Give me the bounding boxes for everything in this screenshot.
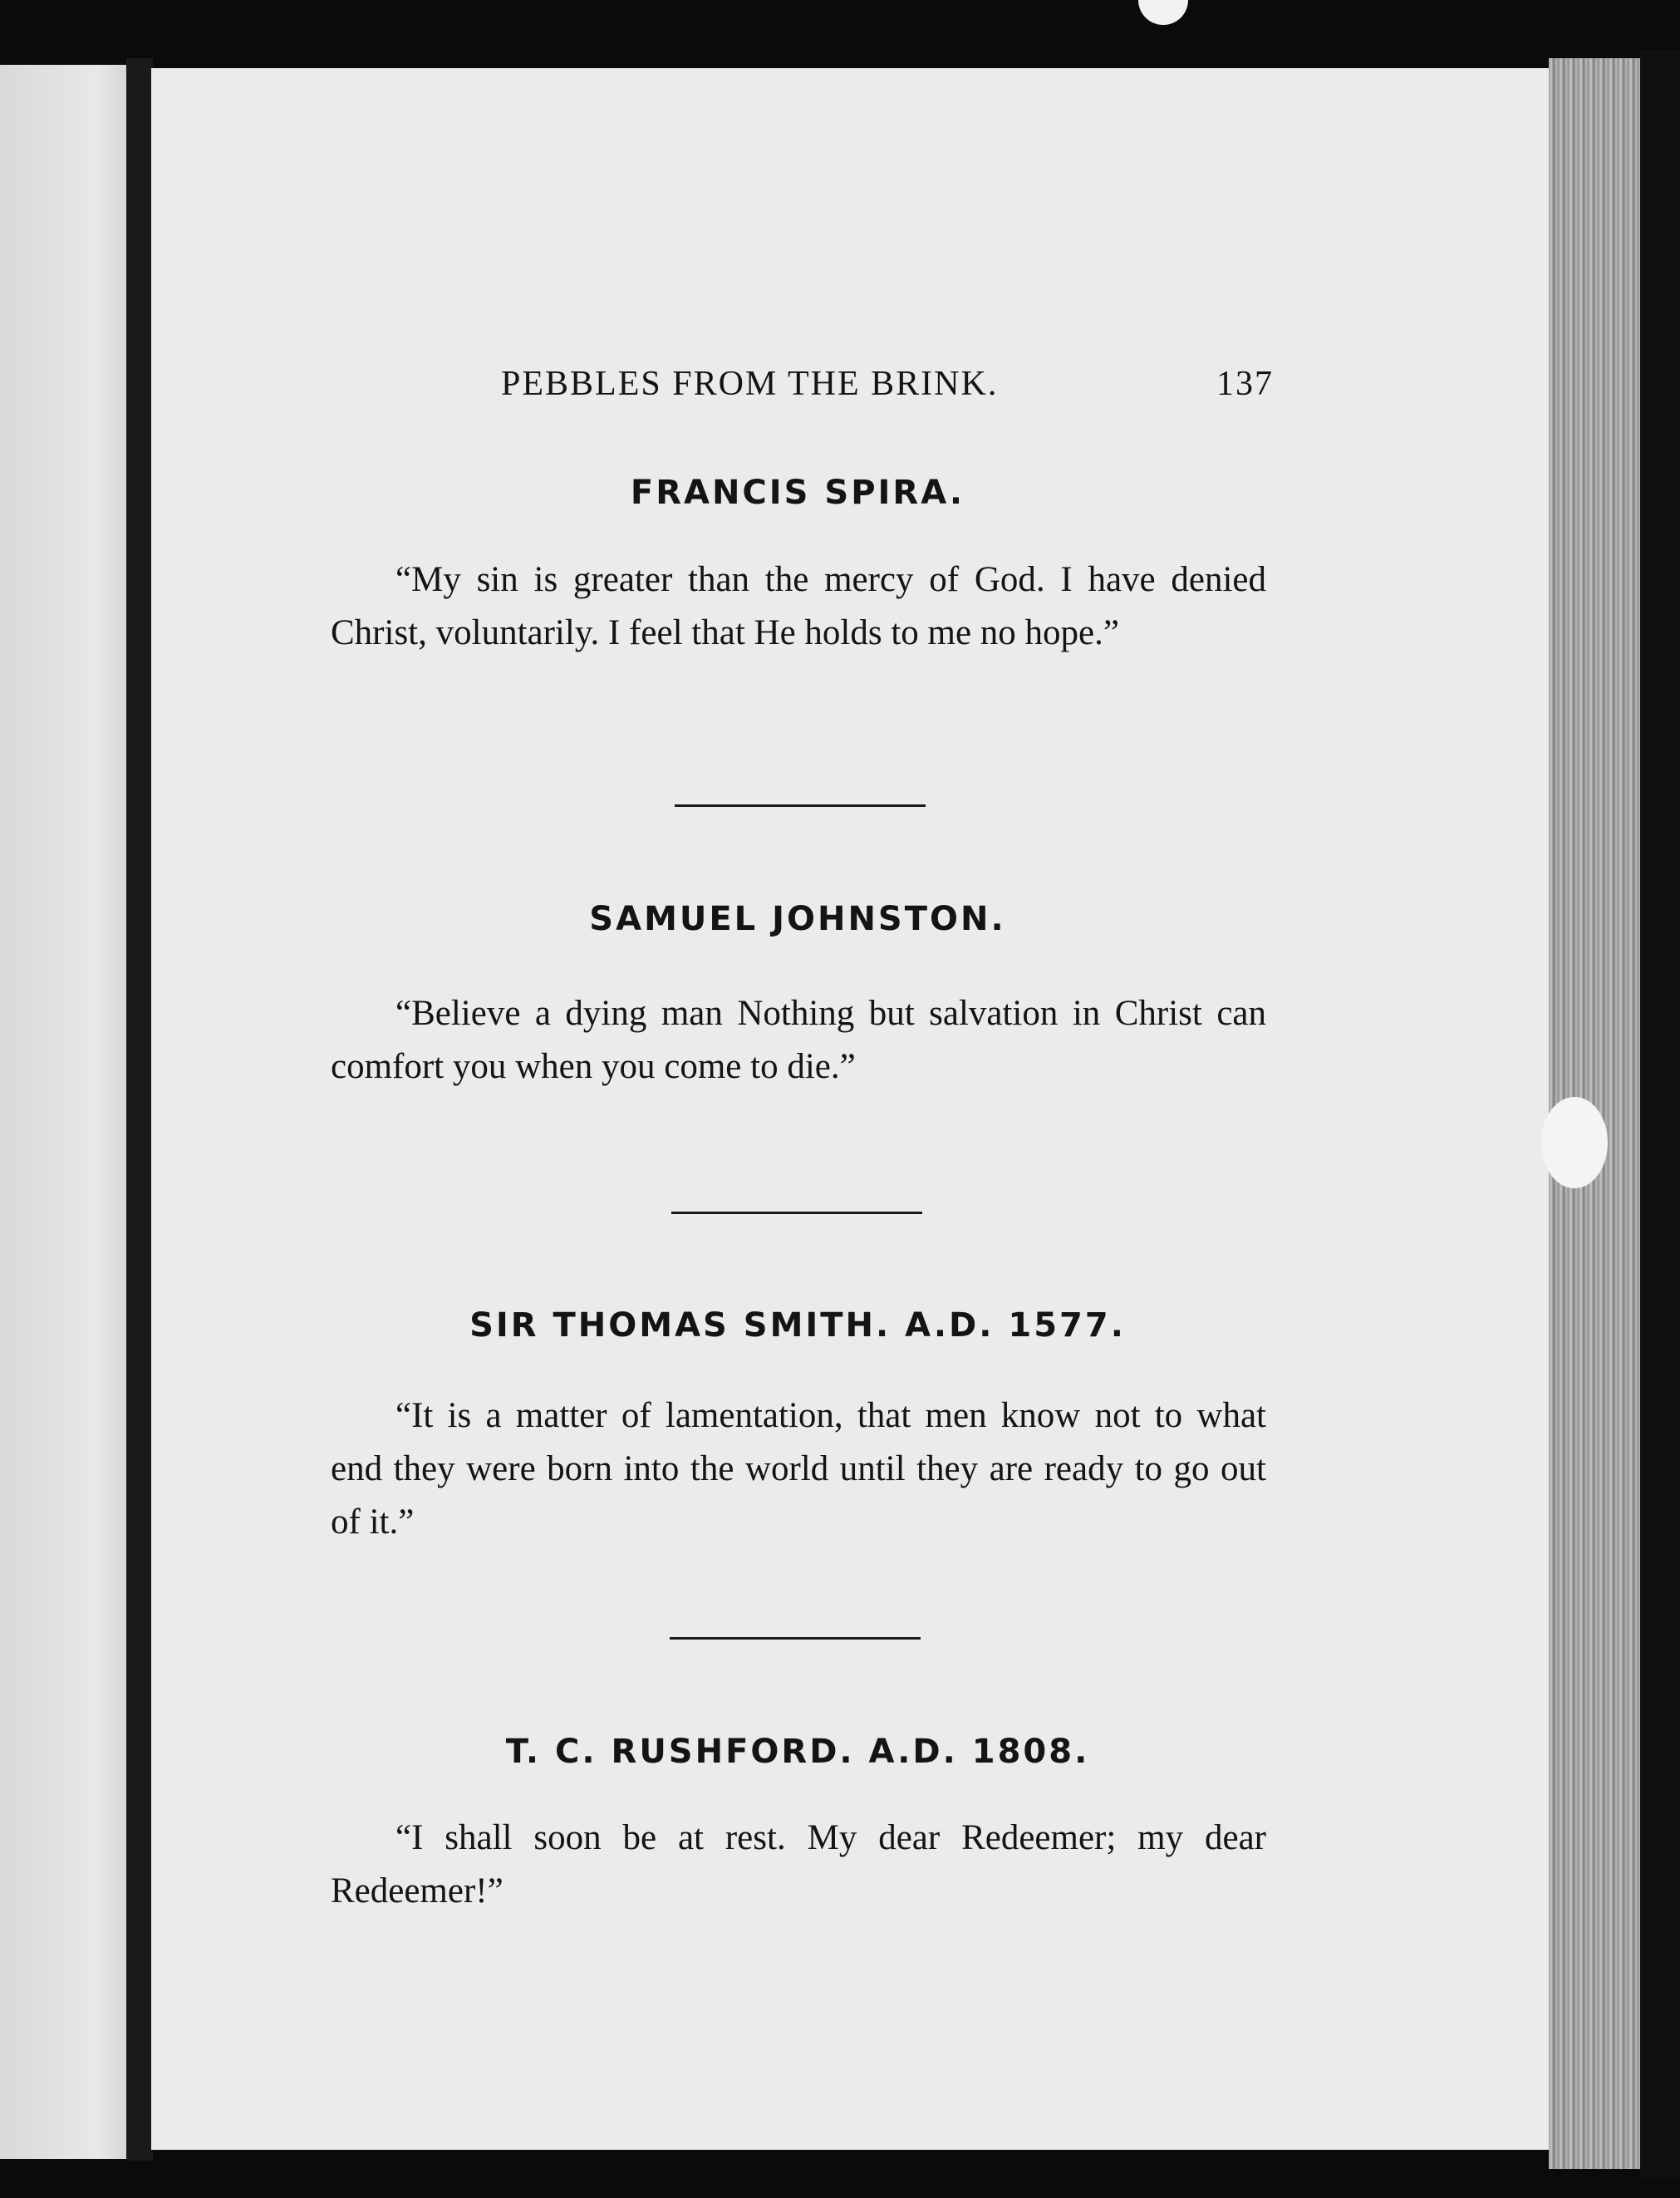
- scan-artifact: [1541, 1097, 1608, 1188]
- book-gutter: [126, 58, 153, 2161]
- entry-heading: SAMUEL JOHNSTON.: [589, 900, 1006, 938]
- facing-page-edge: [0, 65, 146, 2159]
- entry-quote: “It is a matter of lamentation, that men know not to what end they were born into the world until they are ready to go out of it.”: [331, 1396, 1266, 1542]
- entry-heading: FRANCIS SPIRA.: [630, 474, 965, 512]
- entry-quote: “My sin is greater than the mercy of God. I have denied Christ, voluntarily. I feel that He holds to me no hope.”: [331, 560, 1266, 652]
- scan-artifact: [1138, 0, 1188, 25]
- page-number: 137: [1216, 365, 1274, 403]
- running-head: [501, 364, 1274, 411]
- entry-heading: T. C. RUSHFORD. A.D. 1808.: [505, 1733, 1090, 1771]
- section-divider: [670, 1637, 921, 1640]
- section-divider: [671, 1212, 922, 1214]
- entry-quote: “Believe a dying man Nothing but salvation in Christ can comfort you when you come to die.”: [331, 994, 1266, 1086]
- entry-heading: SIR THOMAS SMITH. A.D. 1577.: [469, 1306, 1126, 1345]
- section-divider: [675, 804, 926, 807]
- scan-border: [1640, 50, 1680, 2177]
- entry-quote: “I shall soon be at rest. My dear Redeemer; my dear Redeemer!”: [331, 1818, 1266, 1910]
- running-title: PEBBLES FROM THE BRINK.: [501, 365, 999, 403]
